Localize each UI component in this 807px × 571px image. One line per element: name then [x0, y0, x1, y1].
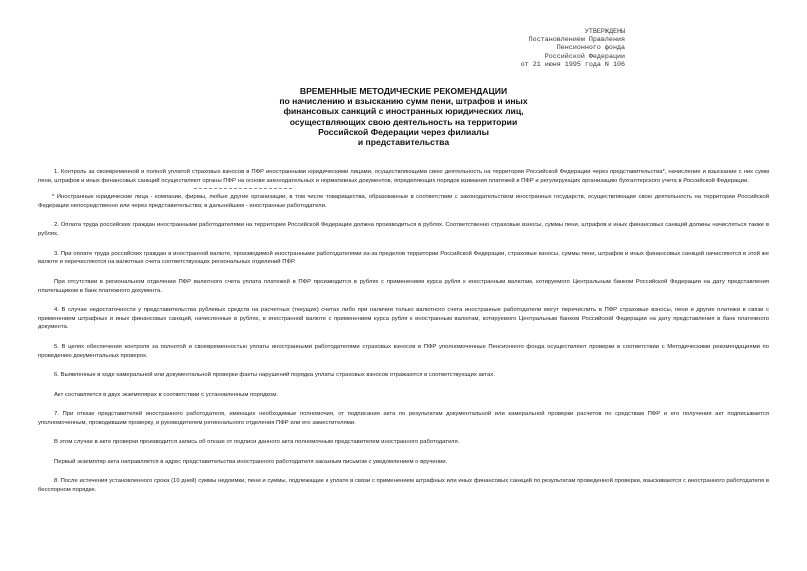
approval-line: УТВЕРЖДЕНЫ: [584, 28, 625, 36]
approval-line: Пенсионного фонда: [556, 44, 625, 53]
approval-stamp: [475, 28, 625, 69]
paragraph-7-cont-1: В этом случае в акте проверки производится запись об отказе от подписи данного акта полномочным представителем иностранного работодателя.: [54, 439, 460, 446]
paragraph-6-cont: Акт составляется в двух экземплярах в соответствии с установленным порядком.: [54, 391, 278, 398]
document-body: [38, 168, 769, 506]
approval-line: Российской Федерации: [544, 52, 625, 61]
paragraph-3-cont: При отсутствии в региональном отделении ПФР валютного счета уплата платежей в ПФР производится в рублях с применением курса рубля к иностранным валютам, котируемого Центральным банком Российской Федерации на дату представления плательщиком в банк платежного документа.: [38, 278, 769, 294]
approval-line: от 21 июня 1995 года N 106: [520, 60, 625, 69]
paragraph-3: 3. При оплате труда российских граждан в иностранной валюте, производимой иностранными работодателями из-за пределов территории Российской Федерации, страховые взносы, суммы пени, штрафов и иных финансовых санкций начисляются в этой же валюте и перечисляются на валютные счета соответствующих региональных отделений ПФР.: [38, 250, 769, 266]
title-line: и представительства: [357, 137, 450, 148]
footnote: * Иностранные юридические лица - компании, фирмы, любые другие организации, в том числе товарищества, образованные в соответствии с законодательством иностранных государств, осуществляющие свою деятельность на территории Российской Федерации непосредственно или через представительства; в дальнейшем - иностранные работодатели.: [38, 194, 769, 209]
title-line: осуществляющих свою деятельность на территории: [289, 116, 518, 127]
paragraph-7-cont-2: Первый экземпляр акта направляется в адрес представительства иностранного работодателя заказным письмом с уведомлением о вручении.: [54, 458, 448, 465]
approval-line: Постановлением Правления: [528, 36, 625, 45]
footnote-separator: [194, 188, 292, 189]
title-line: ВРЕМЕННЫЕ МЕТОДИЧЕСКИЕ РЕКОМЕНДАЦИИ: [299, 86, 508, 96]
paragraph-1: 1. Контроль за своевременной и полной уплатой страховых взносов в ПФР иностранными юридическими лицами, осуществляющими свою деятельность на территории Российской Федерации через представительства*, начисление и взыскание с них сумм пени, штрафов и иных финансовых санкций осуществляют органы ПФР на основе законодательных и нормативных документов, определяющих порядок взимания платежей в ПФР и регулирующих организацию бухгалтерского учета в Российской Федерации.: [38, 169, 769, 184]
title-line: финансовых санкций с иностранных юридических лиц,: [283, 106, 524, 117]
title-line: по начислению и взысканию сумм пени, штрафов и иных: [279, 96, 528, 107]
paragraph-7: 7. При отказе представителей иностранного работодателя, имеющих необходимые полномочия, от подписания акта по результатам документальной или камеральной проверки расчетов по средствам ПФР и его получения акт подписывается уполномоченным, проводившим проверку, и руководителем регионального отделения ПФР или его заместителями.: [38, 411, 769, 426]
paragraph-5: 5. В целях обеспечения контроля за полнотой и своевременностью уплаты иностранными работодателями страховых взносов в ПФР уполномоченные Пенсионного фонда осуществляют проверки в соответствии с Методическими рекомендациями по проведению документальных проверок.: [38, 343, 769, 359]
paragraph-6: 6. Выявленные в ходе камеральной или документальной проверки факты нарушений порядка уплаты страховых взносов отражаются в соответствующих актах.: [54, 372, 495, 379]
title-line: Российской Федерации через филиалы: [318, 126, 489, 137]
document-title: [0, 86, 807, 147]
paragraph-8: 8. После истечения установленного срока (10 дней) суммы недоимки, пени и суммы, подлежащие к уплате в связи с применением штрафных или иных финансовых санкций по результатам проведенной проверки, взыскиваются с иностранного работодателя в бесспорном порядке.: [38, 478, 769, 494]
paragraph-2: 2. Оплата труда российских граждан иностранными работодателями на территории Российской Федерации должна производиться в рублях. Соответственно страховые взносы, суммы пени, штрафов и иных финансовых санкций должны начисляться также в рублях.: [38, 222, 769, 238]
paragraph-4: 4. В случае недостаточности у представительства рублевых средств на расчетных (текущих) счетах либо при наличии только валютного счета иностранные работодатели могут перечислить в ПФР страховые взносы, пени и другие платежи в связи с применением штрафных и иных финансовых санкций, начисленные в рублях, в иностранной валюте с применением курса рубля к иностранным валютам, котируемого Центральным банком Российской Федерации на дату представления в банк платежного документа.: [38, 307, 769, 331]
